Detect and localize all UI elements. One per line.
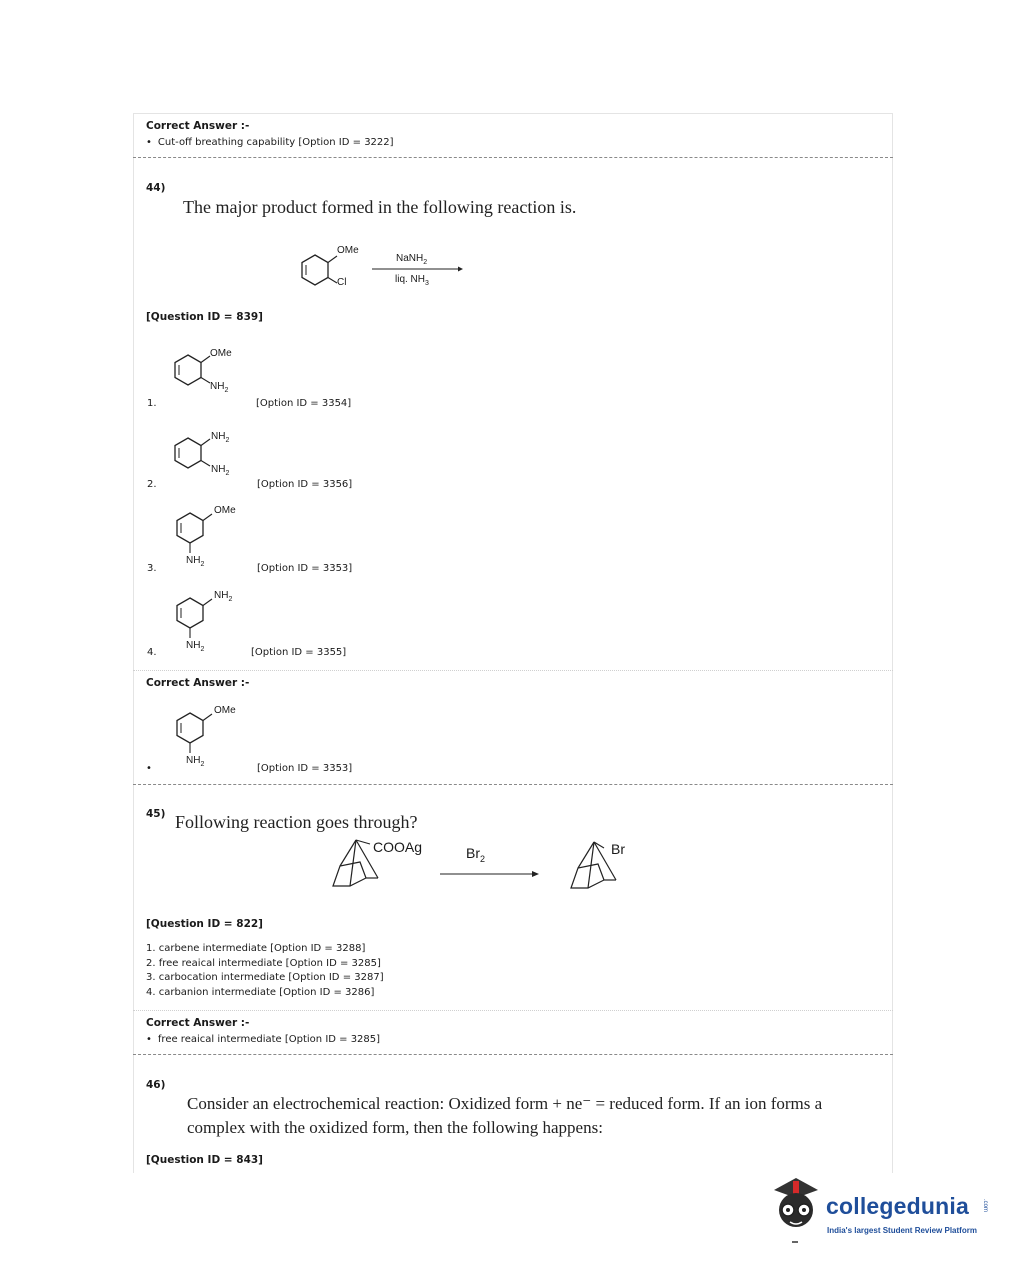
option-item[interactable]: 3. carbocation intermediate [Option ID = 3287] bbox=[146, 972, 384, 983]
substituent-label: OMe bbox=[214, 505, 236, 516]
option-id[interactable]: [Option ID = 3355] bbox=[251, 647, 347, 658]
correct-answer-heading: Correct Answer :- bbox=[146, 120, 250, 132]
substituent-label: Cl bbox=[337, 277, 347, 288]
option-item[interactable]: 4. carbanion intermediate [Option ID = 3286] bbox=[146, 986, 375, 998]
option-item[interactable]: 1. carbene intermediate [Option ID = 3288] bbox=[146, 943, 366, 954]
separator bbox=[133, 157, 893, 158]
question-number: 46) bbox=[146, 1079, 166, 1091]
question-panel bbox=[133, 113, 893, 1173]
option-id: [Option ID = 3353] bbox=[257, 763, 353, 774]
question-id: [Question ID = 839] bbox=[146, 311, 263, 323]
separator bbox=[133, 784, 893, 785]
substituent-label: $NH_2$ bbox=[214, 590, 233, 603]
option-number: 2. bbox=[147, 479, 157, 490]
reagent-label: $Br_2$ bbox=[466, 845, 486, 864]
correct-answer-text: • Cut-off breathing capability [Option ID = 3222] bbox=[146, 137, 394, 148]
correct-answer-text: • free reaical intermediate [Option ID = 3285] bbox=[146, 1034, 380, 1045]
option-number: 1. bbox=[147, 398, 157, 409]
substituent-label: $NH_2$ bbox=[211, 464, 230, 477]
separator bbox=[133, 670, 893, 671]
option-id[interactable]: [Option ID = 3353] bbox=[257, 563, 353, 574]
reactant-group-label: COOAg bbox=[373, 839, 423, 855]
brand-suffix: .com bbox=[982, 1199, 988, 1213]
correct-answer-heading: Correct Answer :- bbox=[146, 1017, 250, 1029]
product-group-label: Br bbox=[611, 841, 625, 857]
question-text bbox=[187, 1092, 887, 1140]
substituent-label: $NH_2$ bbox=[210, 381, 229, 394]
reaction-arrow bbox=[372, 266, 464, 272]
option-number: 4. bbox=[147, 647, 157, 658]
substituent-label: OMe bbox=[210, 348, 232, 359]
separator bbox=[133, 1054, 893, 1055]
question-text: The major product formed in the following reaction is. bbox=[183, 197, 577, 217]
option-id[interactable]: [Option ID = 3356] bbox=[257, 479, 353, 490]
option-number: 3. bbox=[147, 563, 157, 574]
option-id[interactable]: [Option ID = 3354] bbox=[256, 398, 352, 409]
substituent-label: OMe bbox=[337, 245, 359, 256]
answer-bullet bbox=[146, 763, 158, 774]
substituent-label: $NH_2$ bbox=[211, 431, 230, 444]
question-text: Following reaction goes through? bbox=[175, 812, 418, 832]
reagent-label: liq. $NH_3$ bbox=[395, 274, 429, 287]
question-number: 45) bbox=[146, 808, 166, 820]
substituent-label: $NH_2$ bbox=[186, 555, 205, 568]
reagent-label: NaNH$_2$ bbox=[396, 253, 428, 266]
brand-tagline: India's largest Student Review Platform bbox=[827, 1226, 977, 1235]
correct-answer-heading: Correct Answer :- bbox=[146, 677, 250, 689]
brand-name: collegedunia bbox=[826, 1193, 969, 1219]
option-item[interactable]: 2. free reaical intermediate [Option ID = 3285] bbox=[146, 957, 381, 969]
mascot-logo-icon bbox=[766, 1176, 826, 1246]
substituent-label: $NH_2$ bbox=[186, 755, 205, 768]
question-id: [Question ID = 843] bbox=[146, 1154, 263, 1166]
question-id: [Question ID = 822] bbox=[146, 918, 263, 930]
question-line: Consider an electrochemical reaction: Oxidized form + ne⁻ = reduced form. If an ion forms a bbox=[187, 1094, 823, 1113]
reaction-arrow bbox=[440, 870, 540, 878]
question-line: complex with the oxidized form, then the following happens: bbox=[187, 1118, 603, 1137]
substituent-label: OMe bbox=[214, 705, 236, 716]
substituent-label: $NH_2$ bbox=[186, 640, 205, 653]
options-list bbox=[146, 942, 384, 1000]
separator bbox=[133, 1010, 893, 1011]
question-number: 44) bbox=[146, 182, 166, 194]
